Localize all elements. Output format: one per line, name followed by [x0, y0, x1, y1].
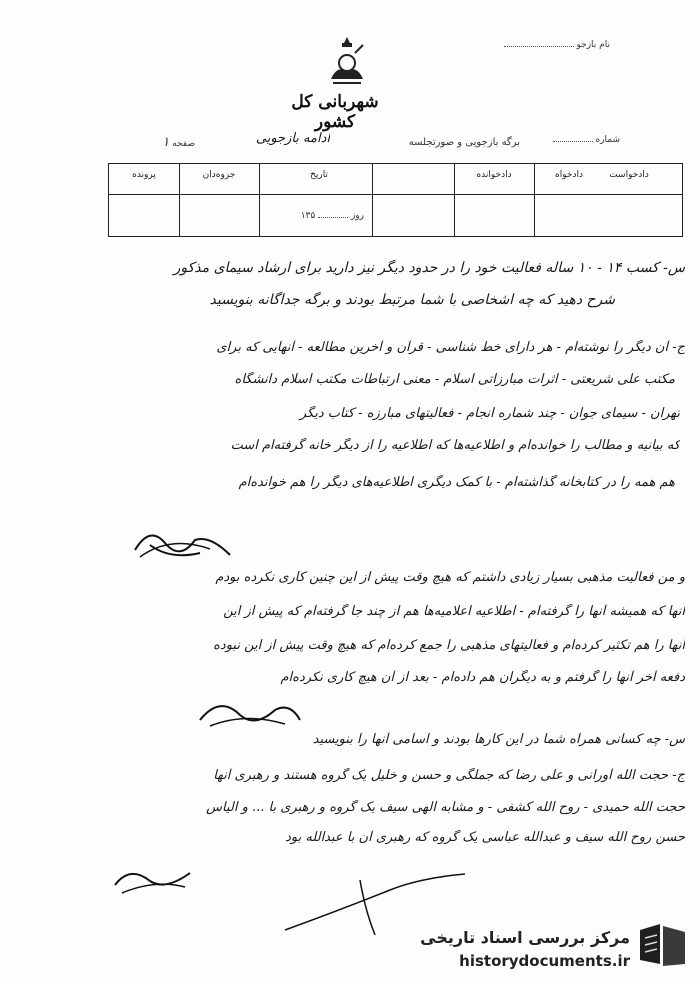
table-header-folder: جزوه‌دان: [202, 170, 236, 180]
answer-3-line-3: حسن روح الله سیف و عبدالله عباسی یک گروه که رهبری آن با عبدالله بود: [285, 830, 685, 845]
page-field-label: صفحه: [172, 139, 195, 149]
table-column-divider: [534, 164, 535, 236]
question-2: س- چه کسانی همراه شما در این کارها بودند و اسامی آنها را بنویسید: [312, 732, 685, 747]
date-year: ۱۳۵: [300, 211, 316, 221]
name-field: [480, 40, 610, 50]
page-title: شهربانی کل کشور: [291, 92, 379, 132]
table-header-date: تاریخ: [310, 170, 328, 180]
answer-1-line-5: هم همه را در کتابخانه گذاشته‌ام - با کمک دیگری اطلاعیه‌های دیگر را هم خوانده‌ام: [238, 475, 675, 490]
answer-2-line-3: آنها را هم تکثیر کرده‌ام و فعالیتهای مذهبی را جمع کرده‌ام که هیچ وقت پیش از این نبوده: [213, 638, 685, 653]
answer-2-line-1: و من فعالیت مذهبی بسیار زیادی داشتم که هیچ وقت پیش از این چنین کاری نکرده بودم: [215, 570, 685, 585]
form-table: [108, 163, 683, 237]
number-field: [520, 135, 620, 145]
number-field-label: شماره: [595, 135, 620, 145]
date-day-cell: [264, 211, 364, 221]
answer-1-line-1: ج- آن دیگر را نوشته‌ام - هر دارای خط شناسی - قرآن و آخرین مطالعه - آنهایی که برای: [216, 340, 685, 355]
table-header-defendant: دادخوانده: [476, 170, 512, 180]
form-subtitle-text: برگه بازجویی و صورتجلسه: [408, 137, 520, 148]
page-number: ۱: [162, 135, 170, 150]
answer-3-line-1: ج- حجت الله آورانی و علی رضا که جملگی و حسن و خلیل یک گروه هستند و رهبری آنها: [213, 768, 685, 783]
question-1-line-2: شرح دهید که چه اشخاصی با شما مرتبط بودند و برگه جداگانه بنویسید: [209, 292, 615, 308]
signature-1: [130, 515, 240, 565]
lion-and-sun-emblem-icon: [325, 35, 369, 87]
history-documents-logo-icon: [635, 920, 690, 970]
watermark-org-name: مرکز بررسی اسناد تاریخی: [420, 928, 630, 947]
table-column-divider: [454, 164, 455, 236]
table-header-file: پرونده: [132, 170, 156, 180]
signature-3: [110, 855, 200, 900]
answer-3-line-2: حجت الله حمیدی - روح الله کشفی - و مشابه الهی سیف یک گروه و رهبری با ... و الیاس: [206, 800, 685, 815]
table-divider: [109, 194, 682, 195]
handwritten-subject: ادامه بازجویی: [255, 131, 330, 146]
answer-2-line-2: آنها که همیشه آنها را گرفته‌ام - اطلاعیه اعلامیه‌ها هم از چند جا گرفته‌ام که پیش از این: [223, 604, 685, 619]
page-field: [135, 135, 195, 150]
date-day-label: روز: [350, 211, 364, 221]
question-1-line-1: س- کسب ۱۴ - ۱۰ ساله فعالیت خود را در حدود دیگر نیز دارید برای ارشاد سیمای مذکور: [173, 260, 685, 276]
table-header-plaintiff: دادخواه: [555, 170, 583, 180]
table-column-divider: [179, 164, 180, 236]
answer-1-line-3: تهران - سیمای جوان - چند شماره انجام - فعالیتهای مبارزه - کتاب دیگر: [299, 406, 680, 421]
name-field-label: نام بازجو: [576, 40, 610, 50]
answer-1-line-4: که بیانیه و مطالب را خوانده‌ام و اطلاعیه‌ها که اطلاعیه را از دیگر خانه گرفته‌ام است: [230, 438, 680, 453]
answer-1-line-2: مکتب علی شریعتی - اثرات مبارزاتی اسلام - معنی ارتباطات مکتب اسلام دانشگاه: [234, 372, 675, 387]
watermark-website: historydocuments.ir: [459, 952, 630, 970]
answer-2-line-4: دفعه آخر آنها را گرفتم و به دیگران هم داده‌ام - بعد از آن هیچ کاری نکرده‌ام: [280, 670, 685, 685]
table-column-divider: [372, 164, 373, 236]
form-subtitle: [380, 137, 520, 148]
table-column-divider: [259, 164, 260, 236]
table-header-petition: دادخواست: [609, 170, 649, 180]
signature-2: [195, 690, 305, 735]
